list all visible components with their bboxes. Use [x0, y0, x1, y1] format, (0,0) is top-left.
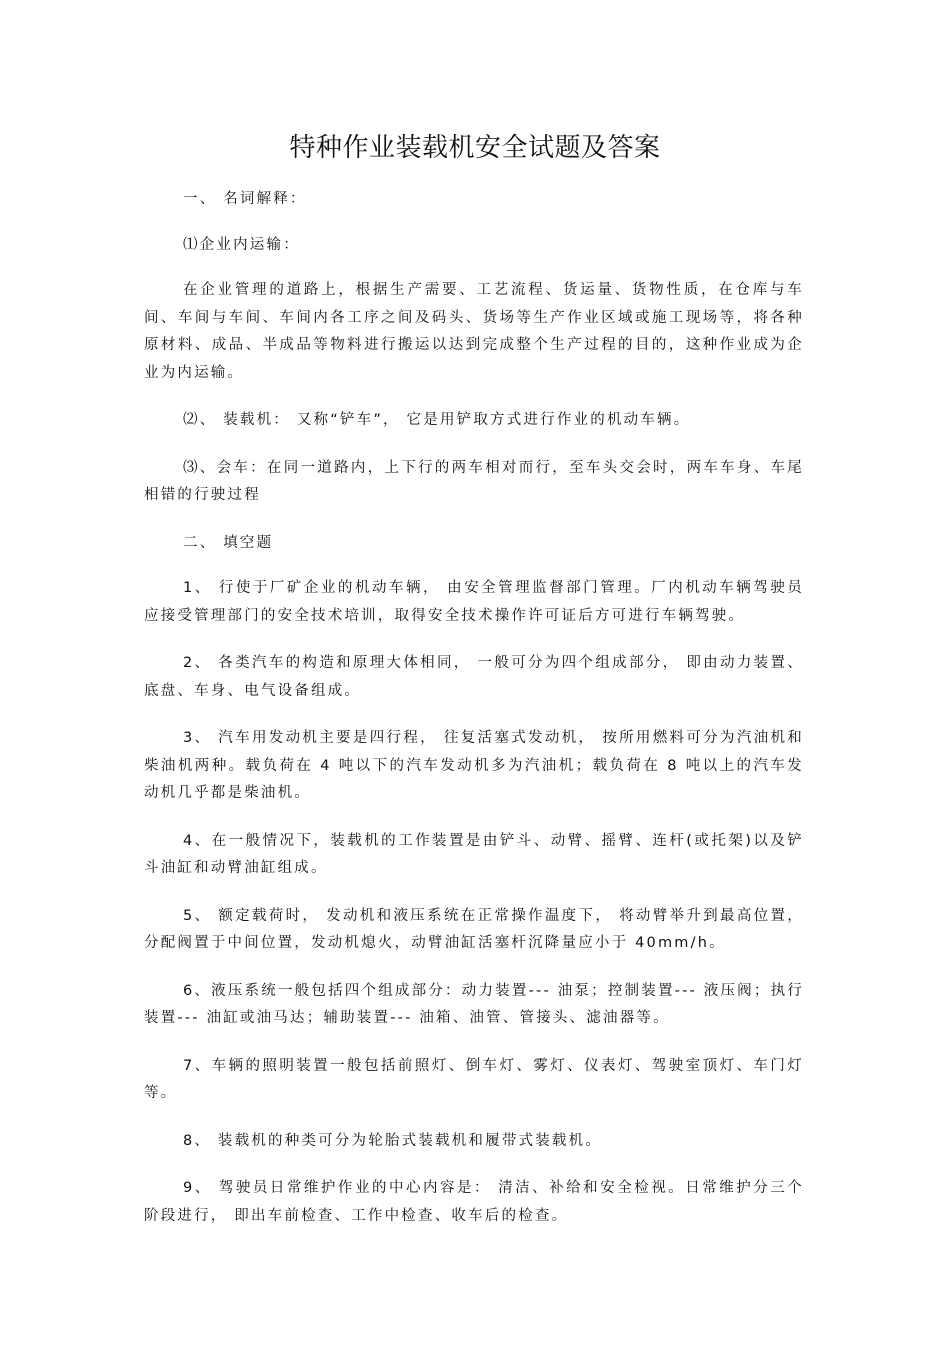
- fill-in-item-3: 3、 汽车用发动机主要是四行程， 往复活塞式发动机， 按所用燃料可分为汽油机和柴油机两种。载负荷在 4 吨以下的汽车发动机多为汽油机；载负荷在 8 吨以上的汽车发动机几乎都是柴油机。: [144, 730, 804, 801]
- definition-loader: ⑵、 装载机： 又称“铲车”， 它是用铲取方式进行作业的机动车辆。: [183, 412, 691, 428]
- definition-passing: ⑶、会车：在同一道路内，上下行的两车相对而行，至车头交会时，两车车身、车尾相错的行驶过程: [144, 459, 804, 503]
- fill-in-item-8: 8、 装载机的种类可分为轮胎式装载机和履带式装载机。: [183, 1132, 603, 1149]
- fill-in-item-7: 7、车辆的照明装置一般包括前照灯、倒车灯、雾灯、仪表灯、驾驶室顶灯、车门灯等。: [144, 1057, 804, 1101]
- section-heading-fill-in: 二、 填空题: [183, 534, 274, 551]
- definition-internal-transport: 在企业管理的道路上，根据生产需要、工艺流程、货运量、货物性质，在仓库与车间、车间与车间、车间内各工序之间及码头、货场等生产作业区域或施工现场等，将各种原材料、成品、半成品等物料进行搬运以达到完成整个生产过程的目的，这种作业成为企业为内运输。: [144, 282, 804, 381]
- fill-in-item-5: 5、 额定载荷时， 发动机和液压系统在正常操作温度下， 将动臂举升到最高位置，分配阀置于中间位置，发动机熄火，动臂油缸活塞杆沉降量应小于 40mm/h。: [144, 907, 804, 951]
- fill-in-item-1: 1、 行使于厂矿企业的机动车辆， 由安全管理监督部门管理。厂内机动车辆驾驶员应接受管理部门的安全技术培训，取得安全技术操作许可证后方可进行车辆驾驶。: [144, 580, 804, 624]
- fill-in-item-6: 6、液压系统一般包括四个组成部分：动力装置--- 油泵；控制装置--- 液压阀；执行装置--- 油缸或油马达；辅助装置--- 油箱、油管、管接头、滤油器等。: [144, 982, 804, 1026]
- fill-in-item-9: 9、 驾驶员日常维护作业的中心内容是： 清洁、补给和安全检视。日常维护分三个阶段进行， 即出车前检查、工作中检查、收车后的检查。: [144, 1180, 804, 1224]
- document-body: [144, 186, 804, 1250]
- fill-in-item-4: 4、在一般情况下，装载机的工作装置是由铲斗、动臂、摇臂、连杆(或托架)以及铲斗油缸和动臂油缸组成。: [144, 832, 804, 876]
- section-heading-definitions: 一、 名词解释：: [183, 191, 307, 207]
- fill-in-item-2: 2、 各类汽车的构造和原理大体相同， 一般可分为四个组成部分， 即由动力装置、底盘、车身、电气设备组成。: [144, 655, 804, 699]
- document-title: 特种作业装载机安全试题及答案: [289, 133, 661, 163]
- term-heading-internal-transport: ⑴企业内运输：: [183, 236, 300, 253]
